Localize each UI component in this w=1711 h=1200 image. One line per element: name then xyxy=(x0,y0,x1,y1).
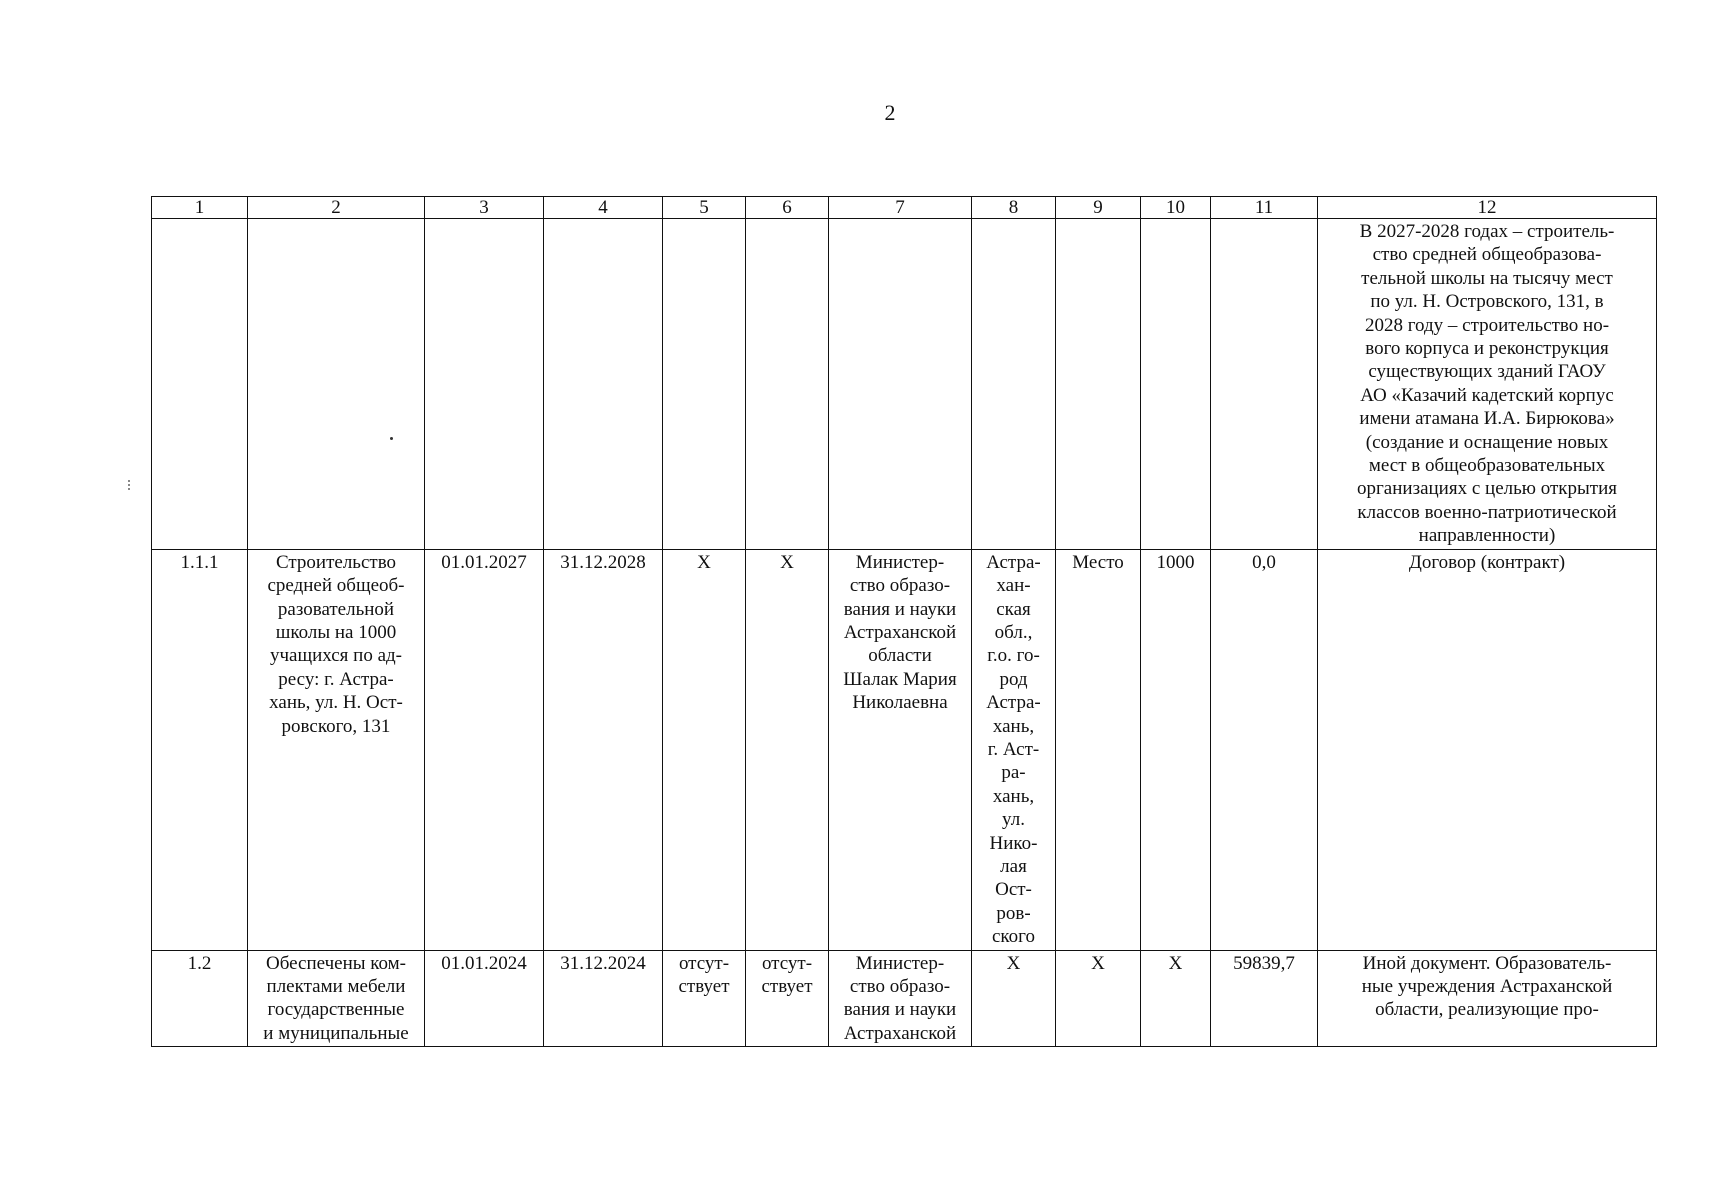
table-cell: X xyxy=(1056,950,1141,1047)
table-cell xyxy=(248,219,425,550)
column-header: 3 xyxy=(425,197,544,219)
column-header: 7 xyxy=(829,197,972,219)
table-cell: X xyxy=(972,950,1056,1047)
table-cell xyxy=(1056,219,1141,550)
data-table xyxy=(151,196,1657,1047)
table-cell: 1.1.1 xyxy=(152,549,248,950)
table-cell: Место xyxy=(1056,549,1141,950)
table-cell: В 2027-2028 годах – строитель- ство средней общеобразова- тельной школы на тысячу мест по ул. Н. Островского, 131, в 2028 году – строительство но- вого корпуса и реконструкция существующих зданий ГАОУ АО «Казачий кадетский корпус имени атамана И.А. Бирюкова» (создание и оснащение новых мест в общеобразовательных организациях с целью открытия классов военно-патриотической направленности) xyxy=(1318,219,1657,550)
table-row xyxy=(152,219,1657,550)
table-cell: 1.2 xyxy=(152,950,248,1047)
table-cell: Договор (контракт) xyxy=(1318,549,1657,950)
column-header: 1 xyxy=(152,197,248,219)
table-cell: 0,0 xyxy=(1211,549,1318,950)
table-cell: X xyxy=(746,549,829,950)
table-cell: 1000 xyxy=(1141,549,1211,950)
table-cell: 31.12.2028 xyxy=(544,549,663,950)
table-cell: Обеспечены ком- плектами мебели государственные и муниципальные xyxy=(248,950,425,1047)
table-cell xyxy=(425,219,544,550)
table-cell: Министер- ство образо- вания и науки Астраханской области Шалак Мария Николаевна xyxy=(829,549,972,950)
scan-mark xyxy=(128,480,132,490)
table-cell: 31.12.2024 xyxy=(544,950,663,1047)
column-header: 10 xyxy=(1141,197,1211,219)
column-header: 8 xyxy=(972,197,1056,219)
table-cell xyxy=(663,219,746,550)
table-cell: Астра- хан- ская обл., г.о. го- род Астра- хань, г. Аст- ра- хань, ул. Нико- лая Ост- ров- ского xyxy=(972,549,1056,950)
table-cell: X xyxy=(663,549,746,950)
table-cell xyxy=(1141,219,1211,550)
table-cell: 01.01.2024 xyxy=(425,950,544,1047)
header-row xyxy=(152,197,1657,219)
table-cell xyxy=(972,219,1056,550)
table-cell xyxy=(746,219,829,550)
table-row xyxy=(152,549,1657,950)
table-cell: отсут- ствует xyxy=(746,950,829,1047)
table-cell xyxy=(152,219,248,550)
table-cell xyxy=(544,219,663,550)
table-cell: Строительство средней общеоб- разовательной школы на 1000 учащихся по ад- ресу: г. Астра- хань, ул. Н. Ост- ровского, 131 xyxy=(248,549,425,950)
table-cell: X xyxy=(1141,950,1211,1047)
column-header: 12 xyxy=(1318,197,1657,219)
column-header: 6 xyxy=(746,197,829,219)
column-header: 4 xyxy=(544,197,663,219)
table-cell xyxy=(829,219,972,550)
column-header: 5 xyxy=(663,197,746,219)
table-cell: 01.01.2027 xyxy=(425,549,544,950)
table-row xyxy=(152,950,1657,1047)
table-cell: Иной документ. Образователь- ные учреждения Астраханской области, реализующие про- xyxy=(1318,950,1657,1047)
column-header: 9 xyxy=(1056,197,1141,219)
table-cell xyxy=(1211,219,1318,550)
table-cell: 59839,7 xyxy=(1211,950,1318,1047)
column-header: 2 xyxy=(248,197,425,219)
column-header: 11 xyxy=(1211,197,1318,219)
page-number: 2 xyxy=(884,100,896,125)
table-cell: Министер- ство образо- вания и науки Астраханской xyxy=(829,950,972,1047)
table-cell: отсут- ствует xyxy=(663,950,746,1047)
